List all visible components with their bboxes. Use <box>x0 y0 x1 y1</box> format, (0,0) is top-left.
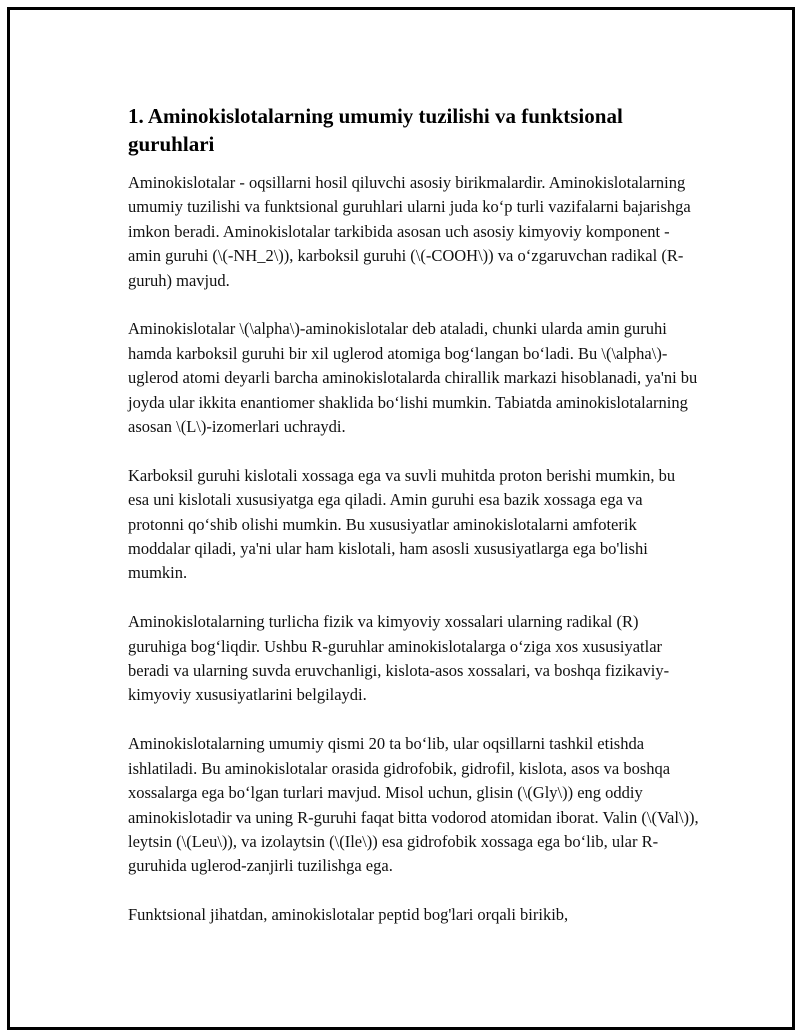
paragraph-r-group: Aminokislotalarning turlicha fizik va kimyoviy xossalari ularning radikal (R) guruhiga bog‘liqdir. Ushbu R-guruhlar aminokislotalarga o‘ziga xos xususiyatlar beradi va ularning suvda eruvchanligi, kislota-asos xossalari, va boshqa fizikaviy-kimyoviy xususiyatlarini belgilaydi. <box>128 612 670 705</box>
page-frame <box>7 7 795 1030</box>
paragraph-alpha-carbon: Aminokislotalar \(\alpha\)-aminokislotalar deb ataladi, chunki ularda amin guruhi hamda karboksil guruhi bir xil uglerod atomiga bog‘langan bo‘ladi. Bu \(\alpha\)-uglerod atomi deyarli barcha aminokislotalarda chirallik markazi hisoblanadi, ya'ni bu joyda ular ikkita enantiomer shaklida bo‘lishi mumkin. Tabiatda aminokislotalarning asosan \(L\)-izomerlari uchraydi. <box>128 319 698 437</box>
paragraph-intro: Aminokislotalar - oqsillarni hosil qiluvchi asosiy birikmalardir. Aminokislotalarning umumiy tuzilishi va funktsional guruhlari ularni juda ko‘p turli vazifalarni bajarishga imkon beradi. Aminokislotalar tarkibida asosan uch asosiy kimyoviy komponent - amin guruhi (\(-NH_2\)), karboksil guruhi (\(-COOH\)) va o‘zgaruvchan radikal (R-guruh) mavjud. <box>128 173 691 290</box>
section-heading: 1. Aminokislotalarning umumiy tuzilishi va funktsional guruhlari <box>128 104 623 156</box>
document-body <box>128 102 700 952</box>
paragraph-functional: Funktsional jihatdan, aminokislotalar peptid bog'lari orqali birikib, <box>128 905 569 925</box>
paragraph-twenty-aminoacids: Aminokislotalarning umumiy qismi 20 ta bo‘lib, ular oqsillarni tashkil etishda ishlatiladi. Bu aminokislotalar orasida gidrofobik, gidrofil, kislota, asos va boshqa xossalarga ega bo‘lgan turlari mavjud. Misol uchun, glisin (\(Gly\)) eng oddiy aminokislotadir va uning R-guruhi faqat bitta vodorod atomidan iborat. Valin (\(Val\)), leytsin (\(Leu\)), va izolaytsin (\(Ile\)) esa gidrofobik xossaga ega bo‘lib, ular R-guruhida uglerod-zanjirli tuzilishga ega. <box>128 734 699 876</box>
paragraph-carboxyl-amine: Karboksil guruhi kislotali xossaga ega va suvli muhitda proton berishi mumkin, bu esa uni kislotali xususiyatga ega qiladi. Amin guruhi esa bazik xossaga ega va protonni qo‘shib olishi mumkin. Bu xususiyatlar aminokislotalarni amfoterik moddalar qiladi, ya'ni ular ham kislotali, ham asosli xususiyatlarga ega bo'lishi mumkin. <box>128 465 676 583</box>
